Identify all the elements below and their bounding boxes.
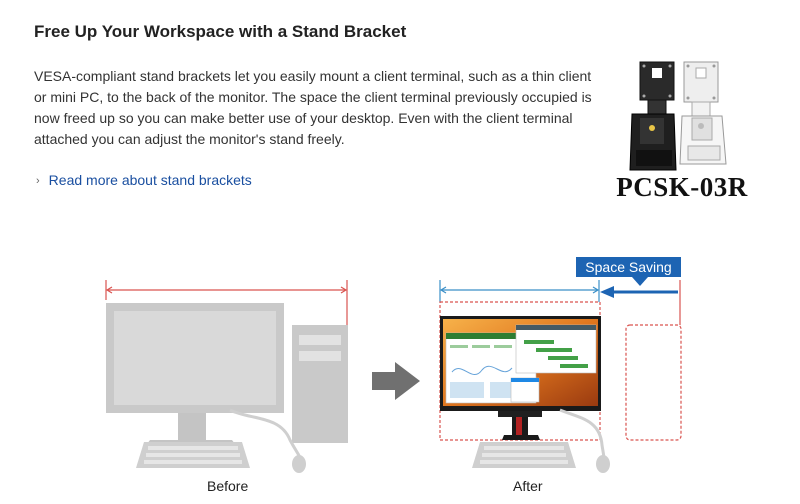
before-caption: Before xyxy=(207,478,249,494)
white-bracket-icon xyxy=(680,62,726,164)
after-monitor-icon xyxy=(440,316,601,440)
arrow-right-icon xyxy=(372,362,420,400)
before-tower-pc-icon xyxy=(292,325,348,443)
read-more-label: Read more about stand brackets xyxy=(48,172,252,188)
page-title: Free Up Your Workspace with a Stand Bracket xyxy=(34,22,407,41)
product-model-name: PCSK-03R xyxy=(616,172,748,202)
after-keyboard-icon xyxy=(472,442,576,468)
space-saving-badge: Space Saving xyxy=(576,257,681,277)
before-keyboard-icon xyxy=(136,442,250,468)
description-text: VESA-compliant stand brackets let you easily mount a client terminal, such as a thin client or mini PC, to the back of the monitor. The space the client terminal previously occupied is now freed up so you can make better use of your desktop. Even with the client terminal attached you can adjust the monitor's stand freely. xyxy=(34,68,592,147)
before-mouse-icon xyxy=(292,455,306,473)
before-monitor-icon xyxy=(106,303,284,448)
before-after-illustration xyxy=(0,240,800,504)
after-caption: After xyxy=(513,478,543,494)
black-bracket-icon xyxy=(630,62,676,170)
after-width-measure xyxy=(440,280,599,302)
freed-space-outline xyxy=(626,325,681,440)
space-saving-arrow xyxy=(600,277,680,325)
after-mouse-icon xyxy=(596,455,610,473)
read-more-link[interactable] xyxy=(36,172,252,188)
chevron-right-icon: › xyxy=(36,175,40,187)
